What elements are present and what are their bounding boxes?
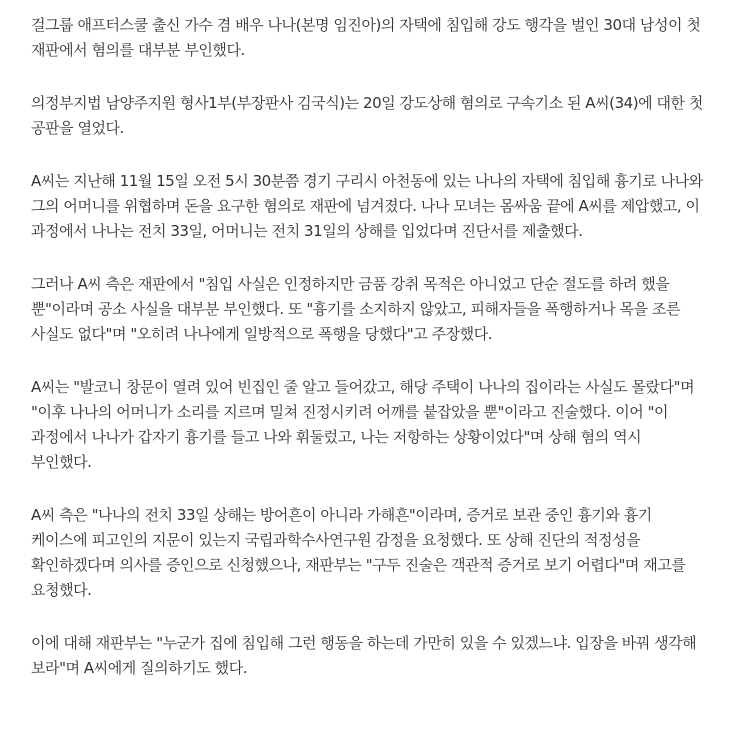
article-paragraph-7: 이에 대해 재판부는 "누군가 집에 침입해 그런 행동을 하는데 가만히 있을 수 있겠느냐. 입장을 바꿔 생각해 보라"며 A씨에게 질의하기도 했다. bbox=[31, 634, 697, 677]
article-body bbox=[31, 13, 703, 681]
article-paragraph-2: 의정부지법 남양주지원 형사1부(부장판사 김국식)는 20일 강도상해 혐의로 구속기소 된 A씨(34)에 대한 첫 공판을 열었다. bbox=[31, 94, 703, 137]
article-paragraph-3: A씨는 지난해 11월 15일 오전 5시 30분쯤 경기 구리시 아천동에 있는 나나의 자택에 침입해 흉기로 나나와 그의 어머니를 위협하며 돈을 요구한 혐의로 재판에 넘겨졌다. 나나 모녀는 몸싸움 끝에 A씨를 제압했고, 이 과정에서 나나는 전치 33일, 어머니는 전치 31일의 상해를 입었다며 진단서를 제출했다. bbox=[31, 172, 703, 240]
article-paragraph-1: 걸그룹 애프터스쿨 출신 가수 겸 배우 나나(본명 임진아)의 자택에 침입해 강도 행각을 벌인 30대 남성이 첫 재판에서 혐의를 대부분 부인했다. bbox=[31, 16, 701, 59]
article-paragraph-5: A씨는 "발코니 창문이 열려 있어 빈집인 줄 알고 들어갔고, 해당 주택이 나나의 집이라는 사실도 몰랐다"며 "이후 나나의 어머니가 소리를 지르며 밀쳐 진정시키려 어깨를 붙잡았을 뿐"이라고 진술했다. 이어 "이 과정에서 나나가 갑자기 흉기를 들고 나와 휘둘렀고, 나는 저항하는 상황이었다"며 상해 혐의 역시 부인했다. bbox=[31, 378, 695, 471]
article-paragraph-6: A씨 측은 "나나의 전치 33일 상해는 방어흔이 아니라 가해흔"이라며, 증거로 보관 중인 흉기와 흉기 케이스에 피고인의 지문이 있는지 국립과학수사연구원 감정을 요청했다. 또 상해 진단의 적정성을 확인하겠다며 의사를 증인으로 신청했으나, 재판부는 "구두 진술은 객관적 증거로 보기 어렵다"며 재고를 요청했다. bbox=[31, 506, 686, 599]
article-paragraph-4: 그러나 A씨 측은 재판에서 "침입 사실은 인정하지만 금품 강취 목적은 아니었고 단순 절도를 하려 했을 뿐"이라며 공소 사실을 대부분 부인했다. 또 "흉기를 소지하지 않았고, 피해자들을 폭행하거나 목을 조른 사실도 없다"며 "오히려 나나에게 일방적으로 폭행을 당했다"고 주장했다. bbox=[31, 275, 680, 343]
